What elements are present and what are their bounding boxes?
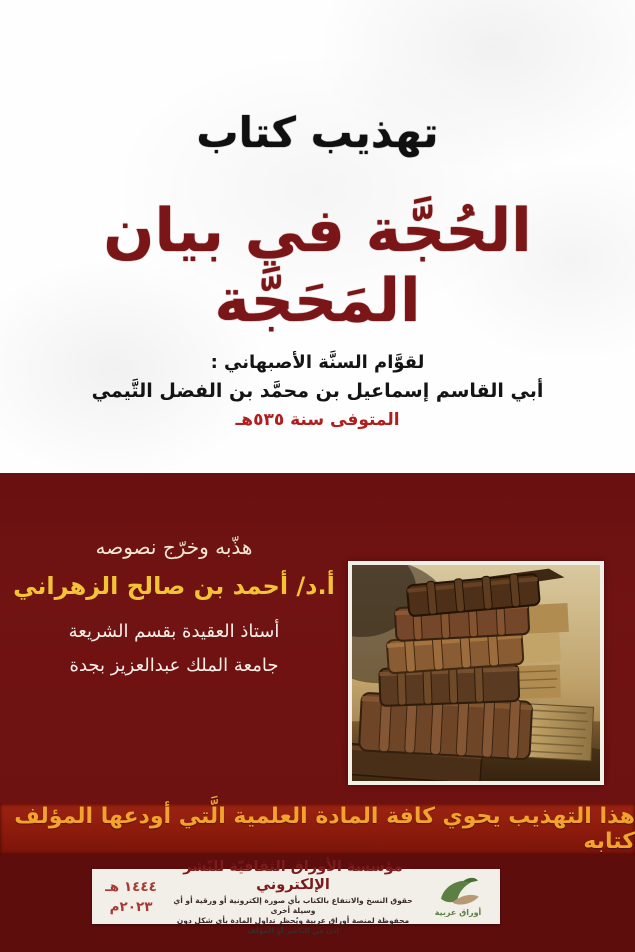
year-gregorian: ٢٠٢٣م bbox=[109, 898, 153, 915]
author-intro: لقوَّام السنَّة الأصبهاني : bbox=[210, 352, 425, 373]
editor-name: أ.د/ أحمد بن صالح الزهراني bbox=[13, 572, 335, 600]
banner bbox=[0, 803, 635, 855]
publisher-logo bbox=[416, 869, 500, 924]
author-death: المتوفى سنة ٥٣٥هـ bbox=[235, 410, 400, 430]
middle-section bbox=[0, 473, 635, 803]
publisher-block bbox=[170, 858, 416, 936]
publisher-name: مؤسسة الأوراق الثقافيّة للنّشر الإلكتروني bbox=[183, 858, 403, 893]
rights-line-1: حقوق النسخ والانتفاع بالكتاب بأي صورة إلكترونية أو ورقية أو أي وسيلة أخرى bbox=[173, 895, 413, 915]
main-title: الحُجَّة في بيان المَحَجَّة bbox=[103, 196, 532, 336]
author-block bbox=[0, 348, 635, 435]
books-photo-frame bbox=[348, 561, 604, 785]
banner-text: هذا التهذيب يحوي كافة المادة العلمية الَّتي أودعها المؤلف كتابه bbox=[14, 804, 635, 854]
dedication-text: هذّبه وخرّج نصوصه bbox=[95, 535, 253, 559]
editor-university: جامعة الملك عبدالعزيز بجدة bbox=[69, 655, 279, 676]
top-section bbox=[0, 0, 635, 473]
logo-caption: أوراق عربية bbox=[434, 908, 482, 917]
editor-column bbox=[0, 473, 348, 803]
logo-mark-icon bbox=[434, 876, 482, 910]
rights-line-2: محفوظة لمنصة أوراق عربية ويُحظر تداول المادة بأي شكل دون إذن من النّاشر أو المؤلف bbox=[176, 915, 410, 935]
old-books-photo bbox=[352, 565, 600, 781]
footer-section bbox=[0, 855, 635, 952]
kicker-title: تهذيب كتاب bbox=[196, 108, 439, 157]
years-block bbox=[92, 877, 170, 917]
author-name: أبي القاسم إسماعيل بن محمَّد بن الفضل التَّيمي bbox=[91, 380, 544, 402]
year-hijri: ١٤٤٤ هـ bbox=[105, 878, 157, 895]
editor-role: أستاذ العقيدة بقسم الشريعة bbox=[68, 621, 280, 642]
footer-card bbox=[92, 858, 500, 935]
